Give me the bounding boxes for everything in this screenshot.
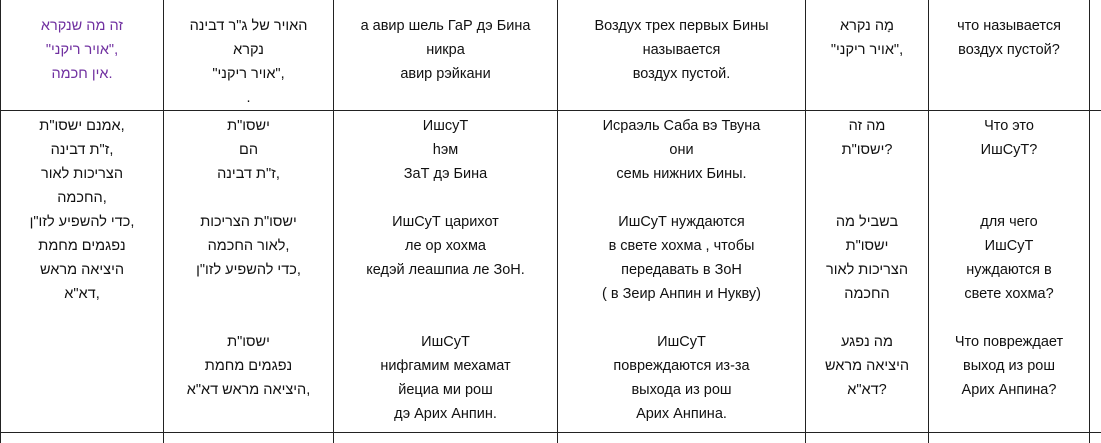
cell-r1-c4: Воздух трех первых Бины называется воздух пустой. [594, 18, 769, 82]
cell-r2-c6: Что это ИшСуТ? для чего ИшСуТ нуждаются в свете хохма? Что повреждает выход из рош Арих Анпина? [954, 118, 1064, 398]
cell-r2-c1: אמנם ישסו"ת, ז"ת דבינה, הצריכות לאור החכמה, כדי להשפיע לזו"ן, נפגמים מחמת היציאה מראש דא"א, [29, 118, 135, 302]
row-border [0, 432, 1101, 433]
cell-r2-c3: ИшсуТ hэм ЗаТ дэ Бина ИшСуТ царихот ле ор хохма кедэй леашпиа ле ЗоН. ИшСуТ нифгамим мехамат йециа ми рош дэ Арих Анпин. [366, 118, 525, 422]
cell-r2-c5: מה זה ישסו"ת? בשביל מה ישסו"ת הצריכות לאור החכמה מה נפגע היציאה מראש דא"א? [824, 118, 910, 398]
cell-r2-c2: ישסו"ת הם ז"ת דבינה, ישסו"ת הצריכות לאור החכמה, כדי להשפיע לזו"ן, ישסו"ת נפגמים מחמת היציאה מראש דא"א, [186, 118, 311, 398]
cell-r2-c4: Исраэль Саба вэ Твуна они семь нижних Бины. ИшСуТ нуждаются в свете хохма , чтобы передавать в ЗоН ( в Зеир Анпин и Нукву) ИшСуТ повреждаются из-за выхода из рош Арих Анпина. [602, 118, 761, 422]
row-border [0, 110, 1101, 111]
cell-r1-c3: а авир шель ГаР дэ Бина никра авир рэйкани [360, 18, 531, 82]
col-border [1089, 0, 1090, 443]
cell-r1-c2: האויר של ג"ר דבינה נקרא "אויר ריקני", . [189, 18, 308, 106]
cell-r1-c1: זה מה שנקרא "אויר ריקני", אין חכמה. [40, 18, 124, 82]
cell-r1-c5: מָה נקרא "אויר ריקני", [830, 18, 904, 58]
cell-r1-c6: что называется воздух пустой? [957, 18, 1061, 58]
